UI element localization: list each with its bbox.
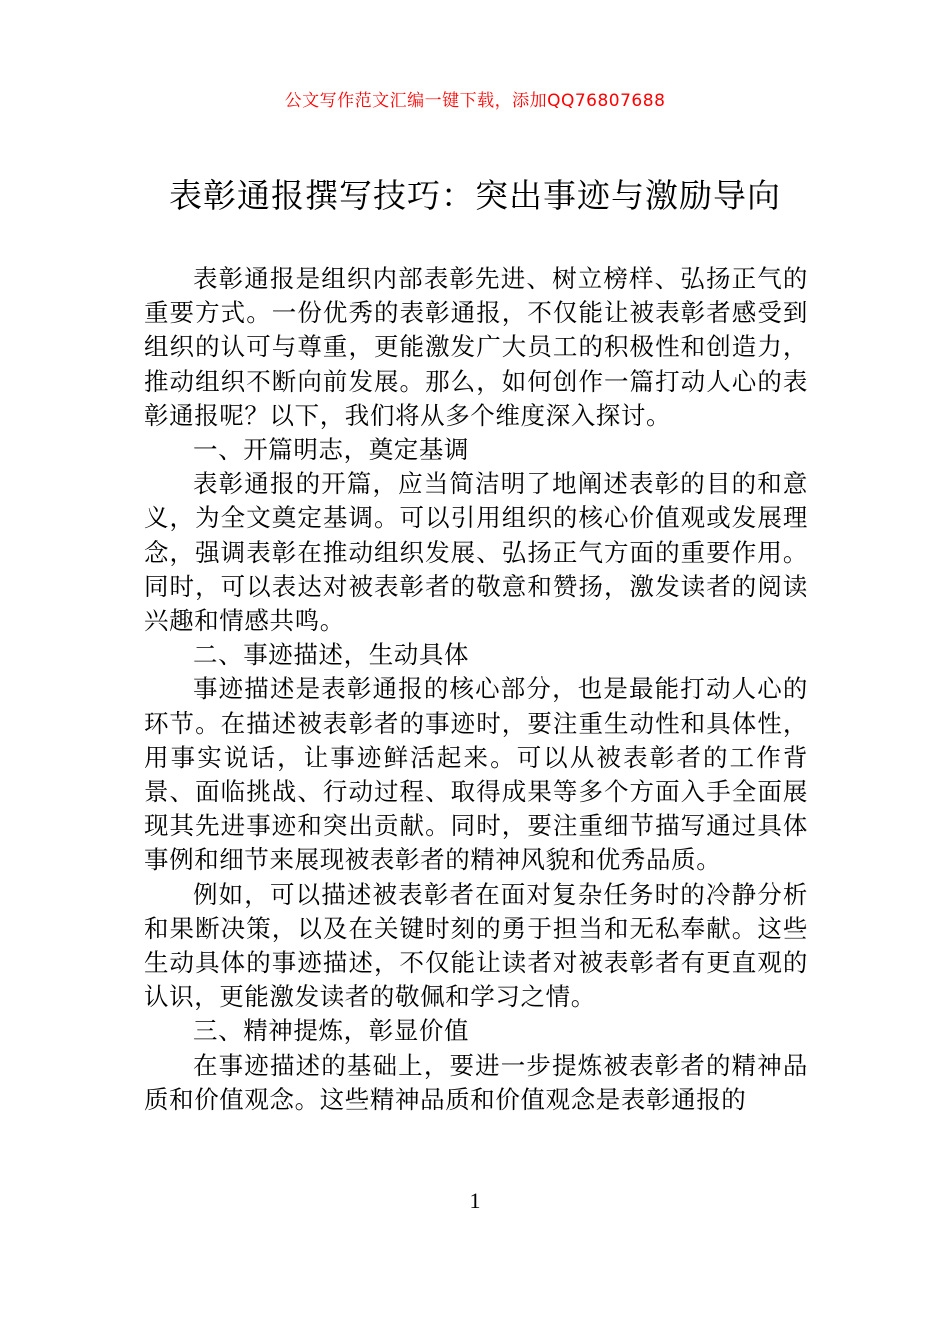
header-download-note: 公文写作范文汇编一键下载，添加QQ76807688 [284, 91, 666, 111]
paragraph-section-3: 在事迹描述的基础上，要进一步提炼被表彰者的精神品质和价值观念。这些精神品质和价值观念是表彰通报的 [144, 1050, 808, 1114]
section-heading-3: 三、精神提炼，彰显价值 [193, 1016, 470, 1046]
paragraph-section-2: 事迹描述是表彰通报的核心部分，也是最能打动人心的环节。在描述被表彰者的事迹时，要注重生动性和具体性，用事实说话，让事迹鲜活起来。可以从被表彰者的工作背景、面临挑战、行动过程、取得成果等多个方面入手全面展现其先进事迹和突出贡献。同时，要注重细节描写通过具体事例和细节来展现被表彰者的精神风貌和优秀品质。 [144, 674, 808, 875]
paragraph-example: 例如，可以描述被表彰者在面对复杂任务时的冷静分析和果断决策，以及在关键时刻的勇于担当和无私奉献。这些生动具体的事迹描述，不仅能让读者对被表彰者有更直观的认识，更能激发读者的敬佩和学习之情。 [144, 879, 808, 1012]
paragraph-section-1: 表彰通报的开篇，应当简洁明了地阐述表彰的目的和意义，为全文奠定基调。可以引用组织的核心价值观或发展理念，强调表彰在推动组织发展、弘扬正气方面的重要作用。同时，可以表达对被表彰者的敬意和赞扬，激发读者的阅读兴趣和情感共鸣。 [144, 469, 808, 636]
document-body [144, 262, 808, 1117]
section-heading-2: 二、事迹描述，生动具体 [193, 640, 470, 670]
paragraph-intro: 表彰通报是组织内部表彰先进、树立榜样、弘扬正气的重要方式。一份优秀的表彰通报，不仅能让被表彰者感受到组织的认可与尊重，更能激发广大员工的积极性和创造力，推动组织不断向前发展。那么，如何创作一篇打动人心的表彰通报呢？以下，我们将从多个维度深入探讨。 [144, 264, 808, 430]
section-heading-1: 一、开篇明志，奠定基调 [193, 435, 470, 465]
document-title: 表彰通报撰写技巧：突出事迹与激励导向 [169, 176, 781, 215]
page-number: 1 [469, 1188, 481, 1213]
